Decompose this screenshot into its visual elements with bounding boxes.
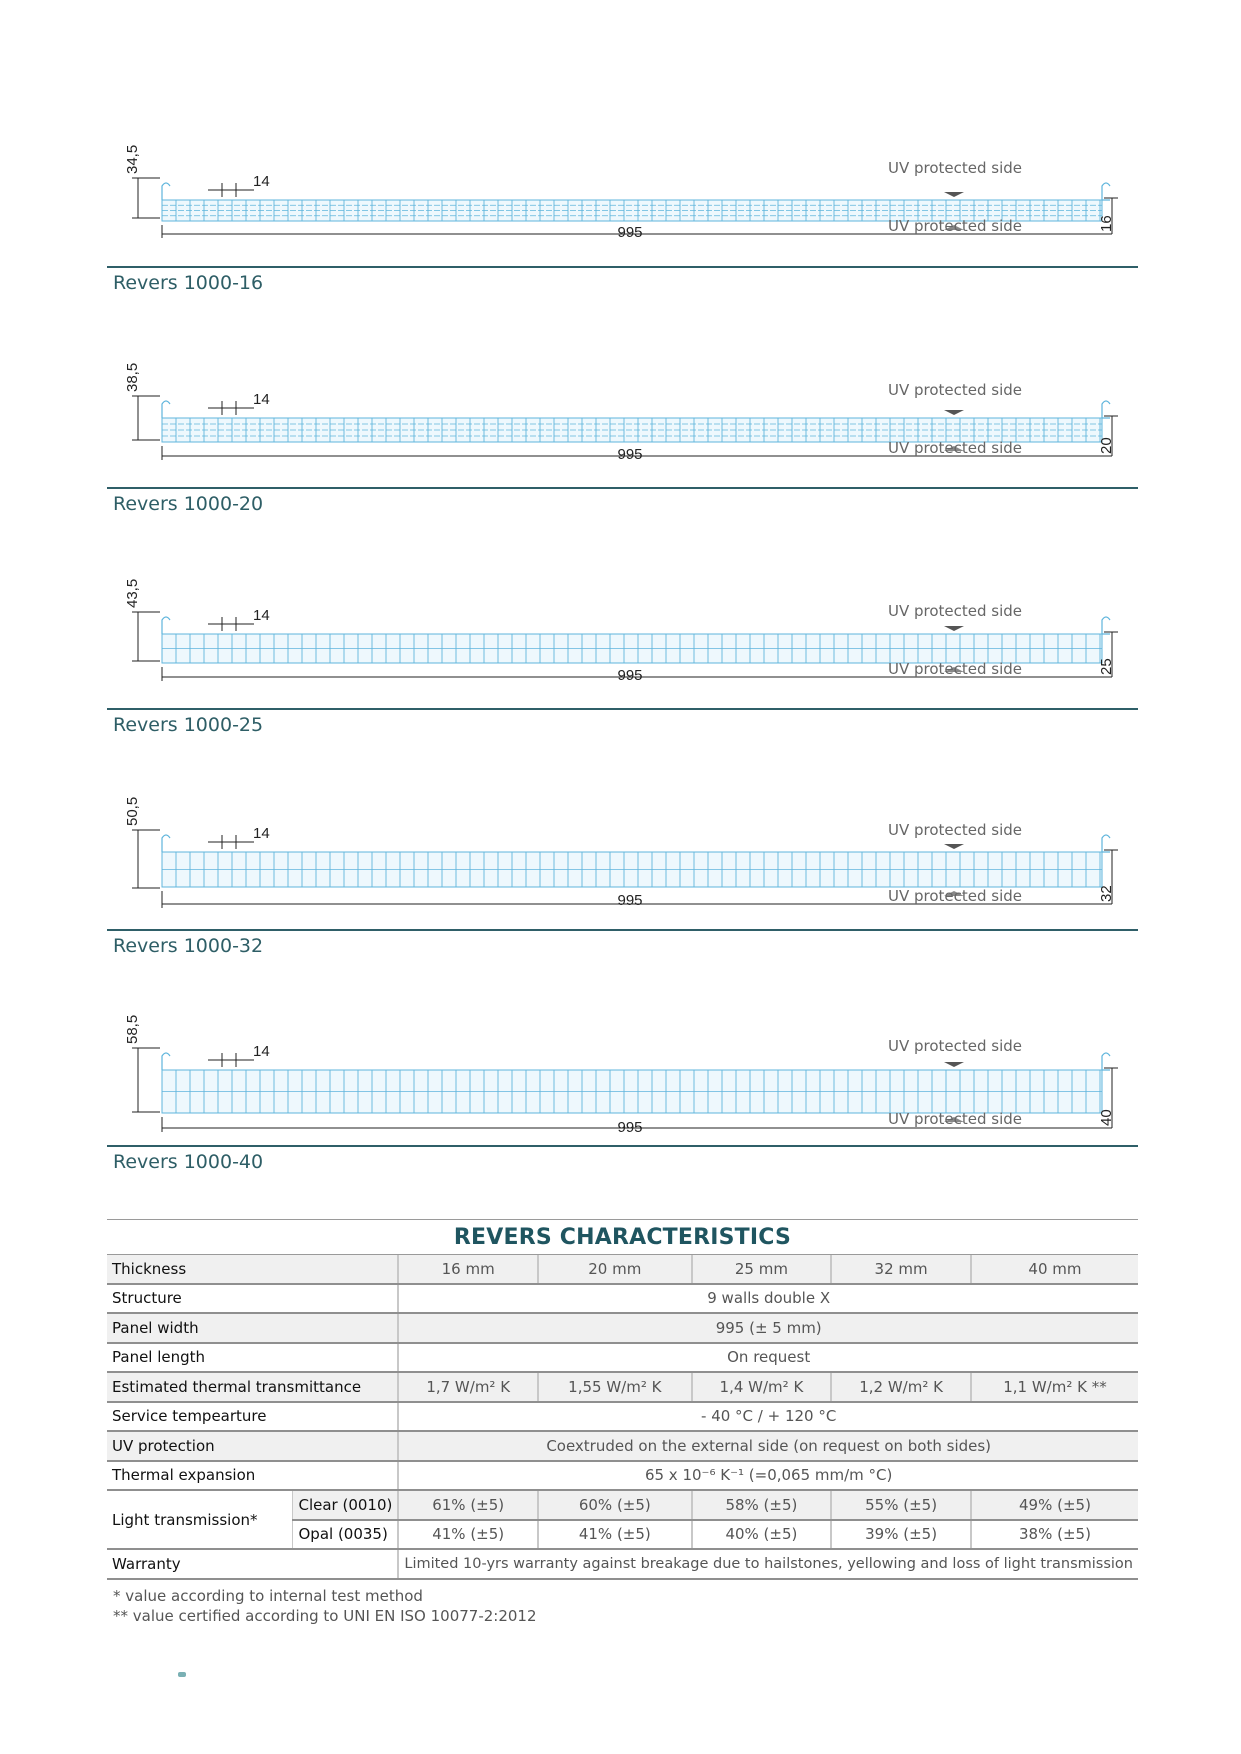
table-cell: 1,55 W/m² K (538, 1372, 692, 1402)
characteristics-section (107, 1219, 1138, 1580)
row-label: Structure (107, 1284, 398, 1314)
table-row (107, 1255, 1138, 1284)
thickness-dim-label: 25 (1098, 658, 1115, 675)
table-cell: 1,2 W/m² K (831, 1372, 971, 1402)
table-cell: Limited 10-yrs warranty against breakage due to hailstones, yellowing and loss of light transmission (398, 1549, 1138, 1579)
row-label: Estimated thermal transmittance (107, 1372, 398, 1402)
table-cell: 41% (±5) (398, 1520, 538, 1550)
panel-name: Revers 1000-32 (113, 935, 264, 957)
table-cell: 58% (±5) (692, 1490, 832, 1520)
height-dim-label: 38,5 (124, 362, 141, 392)
row-label: Thickness (107, 1255, 398, 1284)
width-dim-label: 995 (617, 446, 643, 463)
table-cell: 32 mm (831, 1255, 971, 1284)
height-dim-label: 50,5 (124, 796, 141, 826)
characteristics-table (107, 1255, 1138, 1580)
width-dim-label: 995 (617, 892, 643, 909)
table-cell: 40% (±5) (692, 1520, 832, 1550)
table-cell: 20 mm (538, 1255, 692, 1284)
panel-name: Revers 1000-25 (113, 714, 264, 736)
table-cell: 41% (±5) (538, 1520, 692, 1550)
section-rule (107, 1145, 1138, 1147)
uv-bottom-label: UV protected side (888, 887, 1023, 905)
pitch-dim-label: 14 (253, 1043, 270, 1060)
table-cell: 25 mm (692, 1255, 832, 1284)
table-cell: 1,4 W/m² K (692, 1372, 832, 1402)
footnote: * value according to internal test method (113, 1587, 423, 1605)
table-cell: 9 walls double X (398, 1284, 1138, 1314)
table-cell: 65 x 10⁻⁶ K⁻¹ (=0,065 mm/m °C) (398, 1461, 1138, 1491)
table-cell: 39% (±5) (831, 1520, 971, 1550)
table-cell: 60% (±5) (538, 1490, 692, 1520)
table-cell: 1,1 W/m² K ** (971, 1372, 1138, 1402)
table-cell: 40 mm (971, 1255, 1138, 1284)
table-cell: 55% (±5) (831, 1490, 971, 1520)
table-row (107, 1549, 1138, 1579)
table-row (107, 1461, 1138, 1491)
table-row (107, 1431, 1138, 1461)
footnote: ** value certified according to UNI EN ISO 10077-2:2012 (113, 1607, 537, 1625)
characteristics-title: REVERS CHARACTERISTICS (107, 1219, 1138, 1255)
table-row (107, 1402, 1138, 1432)
right-hook (1102, 1053, 1110, 1070)
panel-name: Revers 1000-20 (113, 493, 264, 515)
thickness-dim-label: 20 (1098, 437, 1115, 454)
thickness-dim-label: 32 (1098, 885, 1115, 902)
table-cell: On request (398, 1343, 1138, 1373)
table-cell: 38% (±5) (971, 1520, 1138, 1550)
uv-top-label: UV protected side (888, 821, 1023, 839)
uv-top-label: UV protected side (888, 1037, 1023, 1055)
table-cell: - 40 °C / + 120 °C (398, 1402, 1138, 1432)
panel-name: Revers 1000-16 (113, 272, 264, 294)
uv-top-label: UV protected side (888, 159, 1023, 177)
arrow-down-icon (944, 1062, 964, 1067)
row-label: Thermal expansion (107, 1461, 398, 1491)
row-sublabel: Opal (0035) (293, 1520, 398, 1550)
table-row (107, 1343, 1138, 1373)
height-dim-label: 34,5 (124, 144, 141, 174)
row-label: Service tempearture (107, 1402, 398, 1432)
table-cell: 995 (± 5 mm) (398, 1313, 1138, 1343)
left-hook (162, 1053, 170, 1070)
row-sublabel: Clear (0010) (293, 1490, 398, 1520)
table-cell: 61% (±5) (398, 1490, 538, 1520)
row-label: Light transmission* (107, 1490, 293, 1549)
panel-name: Revers 1000-40 (113, 1151, 264, 1173)
pitch-dim-label: 14 (253, 607, 270, 624)
uv-bottom-label: UV protected side (888, 660, 1023, 678)
uv-bottom-label: UV protected side (888, 217, 1023, 235)
pitch-dim-label: 14 (253, 173, 270, 190)
uv-top-label: UV protected side (888, 602, 1023, 620)
row-label: Panel length (107, 1343, 398, 1373)
row-label: UV protection (107, 1431, 398, 1461)
table-row (107, 1284, 1138, 1314)
row-label: Warranty (107, 1549, 398, 1579)
thickness-dim-label: 40 (1098, 1109, 1115, 1126)
table-row (107, 1372, 1138, 1402)
logo-mark (178, 1672, 186, 1677)
thickness-dim-label: 16 (1098, 215, 1115, 232)
height-dim-label: 58,5 (124, 1014, 141, 1044)
pitch-dim-label: 14 (253, 825, 270, 842)
table-cell: 49% (±5) (971, 1490, 1138, 1520)
table-row (107, 1313, 1138, 1343)
uv-top-label: UV protected side (888, 381, 1023, 399)
uv-bottom-label: UV protected side (888, 1110, 1023, 1128)
uv-bottom-label: UV protected side (888, 439, 1023, 457)
table-cell: Coextruded on the external side (on request on both sides) (398, 1431, 1138, 1461)
table-row (107, 1490, 1138, 1520)
pitch-dim-label: 14 (253, 391, 270, 408)
table-cell: 1,7 W/m² K (398, 1372, 538, 1402)
width-dim-label: 995 (617, 1119, 643, 1136)
table-cell: 16 mm (398, 1255, 538, 1284)
height-dim-label: 43,5 (124, 578, 141, 608)
width-dim-label: 995 (617, 224, 643, 241)
footnotes (113, 1586, 537, 1626)
row-label: Panel width (107, 1313, 398, 1343)
width-dim-label: 995 (617, 667, 643, 684)
